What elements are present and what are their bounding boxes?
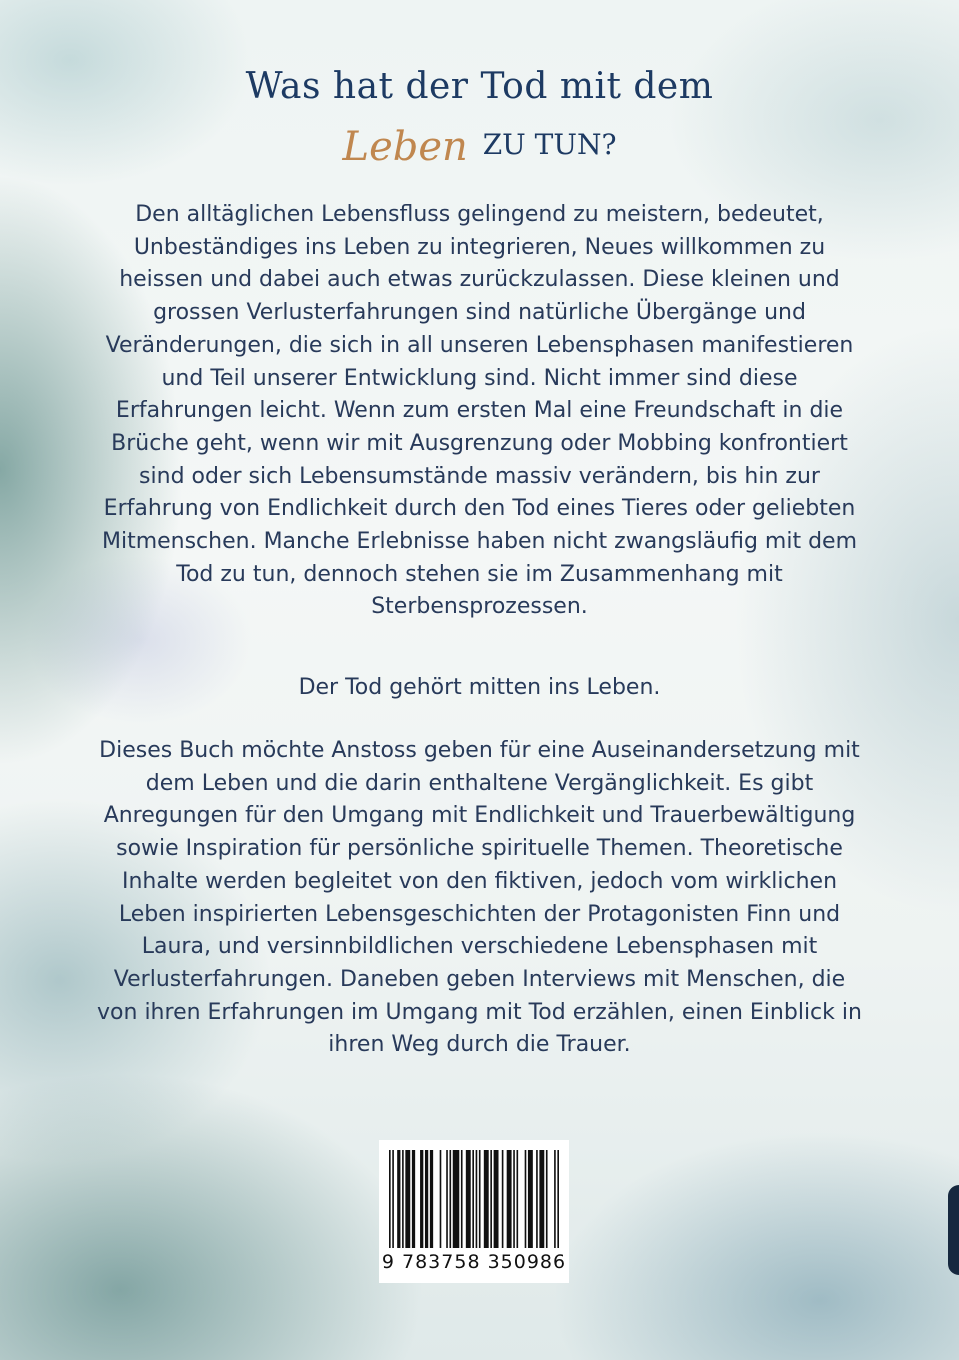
barcode-bar — [453, 1150, 460, 1248]
isbn-number: 9 783758 350986 — [381, 1251, 567, 1273]
barcode-bar — [449, 1150, 451, 1248]
barcode-bar — [502, 1150, 504, 1248]
barcode-bars — [389, 1150, 559, 1248]
edge-decoration — [948, 1185, 959, 1275]
barcode-bar — [425, 1150, 428, 1248]
isbn-barcode — [379, 1140, 569, 1283]
barcode-bar — [554, 1150, 556, 1248]
title-script-word: Leben — [342, 124, 468, 170]
barcode-bar — [412, 1150, 415, 1248]
barcode-bar — [507, 1150, 512, 1248]
barcode-bar — [494, 1150, 499, 1248]
tagline-paragraph: Der Tod gehört mitten ins Leben. — [298, 675, 661, 700]
barcode-bar — [402, 1150, 404, 1248]
barcode-bar — [557, 1150, 559, 1248]
barcode-bar — [517, 1150, 519, 1248]
barcode-bar — [430, 1150, 433, 1248]
description-paragraph: Dieses Buch möchte Anstoss geben für eine Auseinandersetzung mit dem Leben und die darin enthaltene Vergänglichkeit. Es gibt Anregungen für den Umgang mit Endlichkeit und Trauerbewältigung sowie Inspiration für persönliche spirituelle Themen. Theoretische Inhalte werden begleitet von den fiktiven, jedoch vom wirklichen Leben inspirierten Lebensgeschichten der Protagonisten Finn und Laura, und versinnbildlichen verschiedene Lebensphasen mit Verlusterfahrungen. Daneben geben Interviews mit Menschen, die von ihren Erfahrungen im Umgang mit Tod erzählen, einen Einblick in ihren Weg durch die Trauer. — [97, 738, 862, 1058]
barcode-bar — [446, 1150, 448, 1248]
barcode-bar — [405, 1150, 410, 1248]
barcode-bar — [461, 1150, 463, 1248]
barcode-bar — [440, 1150, 442, 1248]
barcode-bar — [536, 1150, 538, 1248]
barcode-bar — [490, 1150, 492, 1248]
barcode-bar — [389, 1150, 391, 1248]
barcode-bar — [539, 1150, 544, 1248]
title-line-2 — [0, 118, 959, 170]
barcode-bar — [472, 1150, 474, 1248]
title-line-2-text: ZU TUN? — [482, 128, 617, 161]
barcode-bar — [420, 1150, 423, 1248]
barcode-bar — [546, 1150, 548, 1248]
title-line-1 — [0, 66, 959, 107]
barcode-bar — [479, 1150, 481, 1248]
barcode-bar — [476, 1150, 478, 1248]
title-line-1-text: Was hat der Tod mit dem — [245, 66, 714, 107]
barcode-bar — [397, 1150, 400, 1248]
barcode-bar — [525, 1150, 527, 1248]
barcode-bar — [528, 1150, 533, 1248]
intro-paragraph: Den alltäglichen Lebensfluss gelingend zu meistern, bedeutet, Unbeständiges ins Leben zu integrieren, Neues willkommen zu heissen und dabei auch etwas zurückzulassen. Diese kleinen und grossen Verlusterfahrungen sind natürliche Übergänge und Veränderungen, die sich in all unseren Lebensphasen manifestieren und Teil unserer Entwicklung sind. Nicht immer sind diese Erfahrungen leicht. Wenn zum ersten Mal eine Freundschaft in die Brüche geht, wenn wir mit Ausgrenzung oder Mobbing konfrontiert sind oder sich Lebensumstände massiv verändern, bis hin zur Erfahrung von Endlichkeit durch den Tod eines Tieres oder geliebten Mitmenschen. Manche Erlebnisse haben nicht zwangsläufig mit dem Tod zu tun, dennoch stehen sie im Zusammenhang mit Sterbensprozessen. — [101, 202, 858, 620]
barcode-bar — [466, 1150, 471, 1248]
barcode-bar — [392, 1150, 394, 1248]
barcode-bar — [484, 1150, 489, 1248]
barcode-bar — [513, 1150, 515, 1248]
